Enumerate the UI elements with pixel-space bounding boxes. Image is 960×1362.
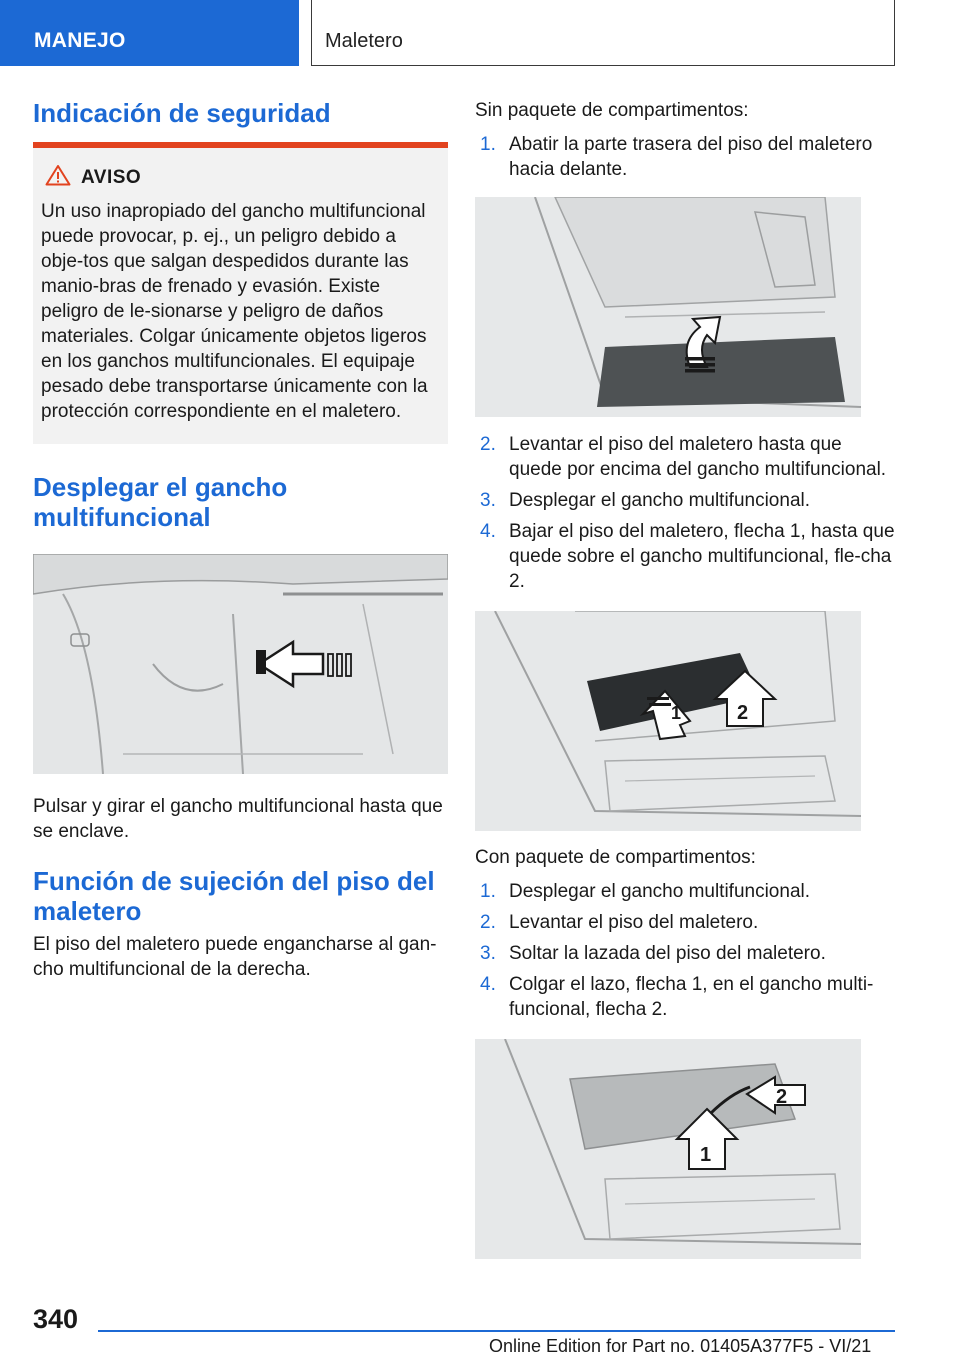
steps-list-c [475, 879, 895, 1022]
list-item: 2. Levantar el piso del maletero hasta que quede por encima del gancho multifuncional. [480, 434, 887, 480]
arrow-label-1: 1 [700, 1144, 712, 1166]
warning-label: AVISO [81, 166, 142, 188]
steps-list-a [475, 132, 895, 182]
deploy-text: Pulsar y girar el gancho multifuncional hasta que se enclave. [33, 796, 443, 842]
function-text: El piso del maletero puede engancharse al gan-cho multifuncional de la derecha. [33, 934, 437, 980]
warning-text: Un uso inapropiado del gancho multifuncional puede provocar, p. ej., un peligro debido a obje-tos que salgan despedidos durante las manio-bras de frenado y evasión. Existe peligro de le-sionarse y peligro de daños materiales. Colgar únicamente objetos ligeros en los ganchos multifuncionales. El equipaje pesado debe transportarse únicamente con la protección correspondiente en el maletero. [41, 201, 428, 422]
right-column [475, 98, 895, 1259]
without-compartments-intro: Sin paquete de compartimentos: [475, 100, 749, 121]
warning-box [33, 142, 448, 444]
trunk-floor-figure [475, 197, 861, 417]
section-tab [0, 0, 299, 66]
list-item: 4. Bajar el piso del maletero, flecha 1, hasta que quede sobre el gancho multifuncional, fle-cha 2. [480, 521, 895, 592]
arrow-label-1: 1 [671, 703, 682, 723]
function-heading: Función de sujeción del piso del maletero [33, 866, 435, 926]
safety-heading: Indicación de seguridad [33, 98, 331, 128]
floor-on-hook-figure [475, 611, 861, 831]
list-item: 1. Desplegar el gancho multifuncional. [480, 881, 811, 902]
hook-figure [33, 554, 448, 774]
left-column [33, 98, 448, 982]
list-item: 4. Colgar el lazo, flecha 1, en el gancho multi-funcional, flecha 2. [480, 974, 874, 1020]
list-item: 3. Soltar la lazada del piso del maletero. [480, 943, 826, 964]
edition-text: Online Edition for Part no. 01405A377F5 - VI/21 [489, 1336, 872, 1356]
warning-triangle-icon [45, 164, 71, 191]
deploy-heading: Desplegar el gancho multifuncional [33, 472, 288, 532]
chapter-title: Maletero [325, 30, 403, 52]
footer-divider [98, 1330, 895, 1332]
page-number: 340 [33, 1304, 79, 1334]
loop-on-hook-figure [475, 1039, 861, 1259]
list-item: 1. Abatir la parte trasera del piso del maletero hacia delante. [480, 134, 873, 180]
steps-list-b [475, 432, 895, 594]
arrow-label-2: 2 [737, 702, 749, 724]
warning-header [45, 164, 438, 191]
list-item: 2. Levantar el piso del maletero. [480, 912, 759, 933]
section-title: MANEJO [34, 29, 126, 52]
arrow-label-2: 2 [776, 1086, 788, 1108]
with-compartments-intro: Con paquete de compartimentos: [475, 847, 756, 868]
chapter-header [311, 0, 895, 66]
list-item: 3. Desplegar el gancho multifuncional. [480, 490, 811, 511]
